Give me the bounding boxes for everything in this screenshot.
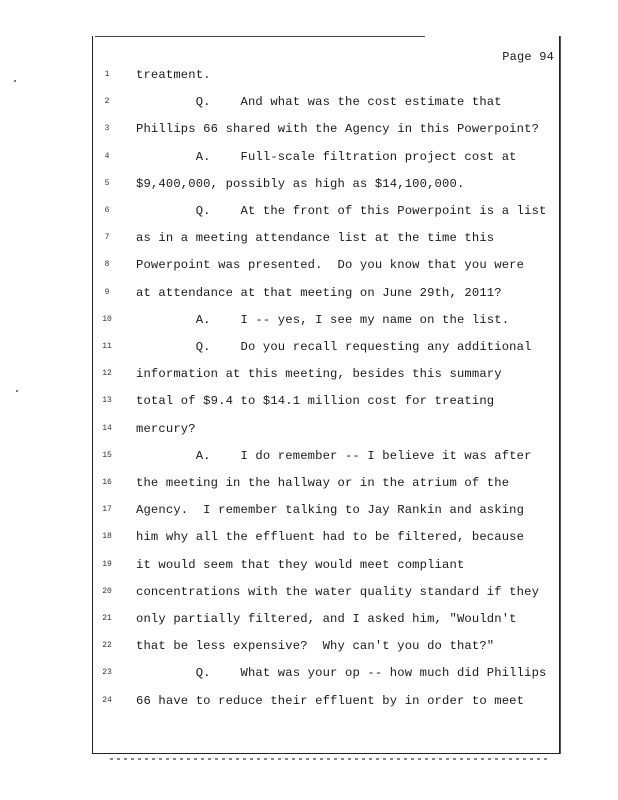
- line-text: at attendance at that meeting on June 29th, 2011?: [136, 285, 502, 300]
- transcript-line: [0, 639, 618, 659]
- line-text: concentrations with the water quality standard if they: [136, 584, 540, 599]
- transcript-line: [0, 422, 618, 442]
- transcript-line: [0, 340, 618, 360]
- transcript-line: [0, 530, 618, 550]
- line-text: Powerpoint was presented. Do you know that you were: [136, 258, 525, 273]
- line-number: 10: [102, 314, 112, 324]
- line-number: 12: [102, 369, 112, 379]
- scan-speck: [16, 390, 18, 392]
- line-number: 7: [104, 233, 110, 243]
- transcript-line: [0, 150, 618, 170]
- line-text: A. Full-scale filtration project cost at: [136, 149, 517, 164]
- line-text: that be less expensive? Why can't you do that?": [136, 639, 495, 654]
- transcript-line: [0, 258, 618, 278]
- line-number: 17: [102, 505, 112, 515]
- line-number: 20: [102, 586, 112, 596]
- transcript-line: [0, 231, 618, 251]
- transcript-line: [0, 122, 618, 142]
- transcript-line: [0, 204, 618, 224]
- line-text: Q. At the front of this Powerpoint is a list: [136, 204, 547, 218]
- transcript-line: [0, 503, 618, 523]
- top-border-line: [95, 36, 425, 37]
- line-text: Q. Do you recall requesting any additional: [136, 340, 532, 354]
- line-text: 66 have to reduce their effluent by in order to meet: [136, 693, 525, 708]
- line-text: it would seem that they would meet compliant: [136, 557, 465, 572]
- line-number: 6: [104, 206, 110, 215]
- line-number: 5: [104, 178, 110, 188]
- line-number: 13: [102, 396, 112, 406]
- page-number: Page 94: [502, 50, 554, 64]
- transcript-line: [0, 313, 618, 333]
- line-text: only partially filtered, and I asked him, "Wouldn't: [136, 612, 517, 626]
- line-number: 21: [102, 614, 112, 623]
- line-number: 1: [104, 70, 110, 79]
- line-text: treatment.: [136, 68, 211, 82]
- line-text: him why all the effluent had to be filtered, because: [136, 530, 525, 545]
- line-text: Agency. I remember talking to Jay Rankin and asking: [136, 503, 525, 518]
- line-number: 22: [102, 641, 112, 651]
- transcript-line: [0, 585, 618, 605]
- line-text: as in a meeting attendance list at the time this: [136, 231, 495, 246]
- line-text: Q. And what was the cost estimate that: [136, 95, 502, 110]
- line-text: $9,400,000, possibly as high as $14,100,000.: [136, 176, 465, 191]
- line-text: mercury?: [136, 421, 196, 436]
- line-text: A. I -- yes, I see my name on the list.: [136, 312, 510, 327]
- transcript-line: [0, 177, 618, 197]
- line-text: A. I do remember -- I believe it was after: [136, 448, 532, 463]
- line-number: 15: [102, 450, 112, 460]
- transcript-line: [0, 694, 618, 714]
- line-number: 24: [102, 695, 112, 705]
- line-number: 2: [104, 97, 110, 107]
- line-number: 11: [102, 342, 112, 351]
- line-number: 19: [102, 559, 112, 569]
- transcript-line: [0, 666, 618, 686]
- transcript-line: [0, 612, 618, 632]
- line-text: information at this meeting, besides this summary: [136, 367, 502, 382]
- line-text: total of $9.4 to $14.1 million cost for treating: [136, 394, 495, 409]
- line-number: 16: [102, 478, 112, 487]
- line-number: 4: [104, 151, 110, 161]
- transcript-line: [0, 476, 618, 496]
- line-text: Phillips 66 shared with the Agency in this Powerpoint?: [136, 122, 540, 137]
- line-number: 8: [104, 260, 110, 270]
- line-number: 14: [102, 423, 112, 433]
- transcript-line: [0, 68, 618, 88]
- line-text: Q. What was your op -- how much did Phillips: [136, 666, 547, 681]
- line-number: 9: [104, 287, 110, 297]
- transcript-line: [0, 95, 618, 115]
- transcript-line: [0, 449, 618, 469]
- transcript-line: [0, 558, 618, 578]
- line-number: 18: [102, 532, 112, 542]
- transcript-line: [0, 286, 618, 306]
- line-text: the meeting in the hallway or in the atrium of the: [136, 476, 510, 490]
- transcript-line: [0, 394, 618, 414]
- line-number: 3: [104, 124, 110, 134]
- bottom-scan-noise: [110, 758, 550, 760]
- transcript-line: [0, 367, 618, 387]
- line-number: 23: [102, 668, 112, 678]
